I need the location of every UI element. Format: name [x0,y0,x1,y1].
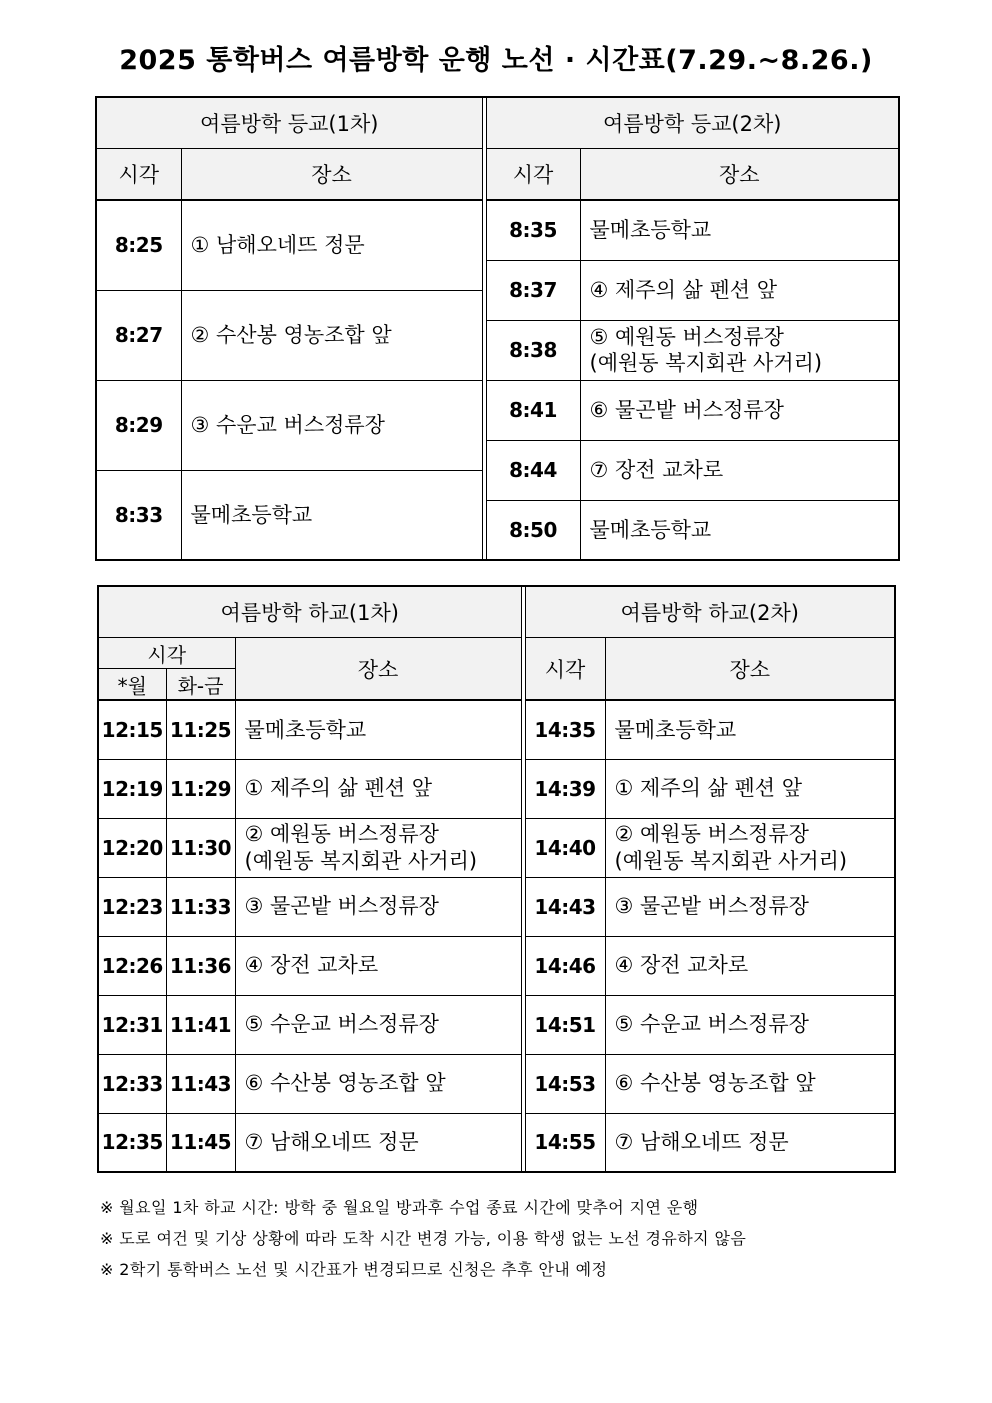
place-line: ② 예원동 버스정류장 [614,822,809,847]
departure-1-time-col: 시각 [98,638,235,669]
arrival-2-header: 여름방학 등교(2차) [486,97,899,149]
arrival-2-place-col: 장소 [580,149,899,201]
departure-2-header: 여름방학 하교(2차) [525,586,895,638]
arrival-2-time: 8:41 [486,380,580,440]
departure-1-mon-time: 12:26 [98,936,166,995]
arrival-1-time: 8:27 [96,290,181,380]
arrival-1-time: 8:25 [96,200,181,290]
departure-1-place: ① 제주의 삶 펜션 앞 [235,759,521,818]
arrival-2-time: 8:35 [486,200,580,260]
footnote: ※ 2학기 통학버스 노선 및 시간표가 변경되므로 신청은 추후 안내 예정 [100,1260,608,1279]
departure-1-place-col: 장소 [235,638,521,701]
departure-1-place: ⑥ 수산봉 영농조합 앞 [235,1054,521,1113]
arrival-schedule-table [95,96,900,561]
departure-1-tuefri-time: 11:45 [166,1113,235,1172]
departure-2-time: 14:55 [525,1113,605,1172]
arrival-1-header: 여름방학 등교(1차) [96,97,482,149]
departure-1-tuefri-time: 11:33 [166,877,235,936]
departure-1-mon-time: 12:31 [98,995,166,1054]
departure-2-place: ① 제주의 삶 펜션 앞 [605,759,895,818]
arrival-1-time-col: 시각 [96,149,181,201]
departure-2-time: 14:46 [525,936,605,995]
departure-2-place: ⑦ 남해오네뜨 정문 [605,1113,895,1172]
departure-2-place [605,818,895,877]
departure-1-place: ③ 물곤밭 버스정류장 [235,877,521,936]
departure-2-time: 14:53 [525,1054,605,1113]
departure-1-place: ④ 장전 교차로 [235,936,521,995]
page-title: 2025 통학버스 여름방학 운행 노선 · 시간표(7.29.~8.26.) [119,45,873,76]
departure-1-mon-time: 12:20 [98,818,166,877]
departure-1-place [235,818,521,877]
departure-1-tuefri-col: 화-금 [166,669,235,701]
departure-1-header: 여름방학 하교(1차) [98,586,521,638]
arrival-2-time: 8:44 [486,440,580,500]
arrival-1-place: ① 남해오네뜨 정문 [181,200,482,290]
departure-2-place-col: 장소 [605,638,895,701]
arrival-1-place-col: 장소 [181,149,482,201]
departure-1-mon-time: 12:35 [98,1113,166,1172]
departure-1-tuefri-time: 11:43 [166,1054,235,1113]
departure-1-tuefri-time: 11:29 [166,759,235,818]
footnote: ※ 월요일 1차 하교 시간: 방학 중 월요일 방과후 수업 종료 시간에 맞추어 지연 운행 [100,1198,699,1217]
departure-2-time: 14:39 [525,759,605,818]
place-line: ⑤ 예원동 버스정류장 [589,324,784,349]
place-line-sub: (예원동 복지회관 사거리) [589,351,823,375]
footnote: ※ 도로 여건 및 기상 상황에 따라 도착 시간 변경 가능, 이용 학생 없는 노선 경유하지 않음 [100,1229,747,1248]
departure-1-tuefri-time: 11:30 [166,818,235,877]
departure-schedule-table [97,585,896,1173]
departure-1-place: ⑦ 남해오네뜨 정문 [235,1113,521,1172]
departure-1-place: 물메초등학교 [235,700,521,759]
arrival-2-time: 8:50 [486,500,580,560]
departure-2-time: 14:40 [525,818,605,877]
departure-2-place: ③ 물곤밭 버스정류장 [605,877,895,936]
departure-1-tuefri-time: 11:41 [166,995,235,1054]
arrival-1-time: 8:33 [96,470,181,560]
departure-2-time: 14:43 [525,877,605,936]
arrival-2-time-col: 시각 [486,149,580,201]
departure-2-time-col: 시각 [525,638,605,701]
departure-1-mon-time: 12:15 [98,700,166,759]
place-line-sub: (예원동 복지회관 사거리) [244,848,478,873]
arrival-2-place: ④ 제주의 삶 펜션 앞 [580,260,899,320]
arrival-2-place: 물메초등학교 [580,200,899,260]
departure-2-time: 14:51 [525,995,605,1054]
departure-1-tuefri-time: 11:25 [166,700,235,759]
arrival-2-place [580,320,899,380]
arrival-2-time: 8:38 [486,320,580,380]
departure-2-place: 물메초등학교 [605,700,895,759]
departure-1-place: ⑤ 수운교 버스정류장 [235,995,521,1054]
departure-2-place: ⑥ 수산봉 영농조합 앞 [605,1054,895,1113]
departure-1-mon-time: 12:33 [98,1054,166,1113]
place-line: ② 예원동 버스정류장 [244,822,439,847]
arrival-2-time: 8:37 [486,260,580,320]
departure-2-time: 14:35 [525,700,605,759]
departure-1-mon-col: *월 [98,669,166,701]
arrival-2-place: ⑥ 물곤밭 버스정류장 [580,380,899,440]
arrival-1-place: 물메초등학교 [181,470,482,560]
footnotes [100,1192,746,1285]
departure-1-tuefri-time: 11:36 [166,936,235,995]
departure-1-mon-time: 12:19 [98,759,166,818]
departure-2-place: ④ 장전 교차로 [605,936,895,995]
departure-1-mon-time: 12:23 [98,877,166,936]
arrival-1-place: ② 수산봉 영농조합 앞 [181,290,482,380]
arrival-1-place: ③ 수운교 버스정류장 [181,380,482,470]
arrival-2-place: 물메초등학교 [580,500,899,560]
place-line-sub: (예원동 복지회관 사거리) [614,848,848,873]
arrival-1-time: 8:29 [96,380,181,470]
departure-2-place: ⑤ 수운교 버스정류장 [605,995,895,1054]
arrival-2-place: ⑦ 장전 교차로 [580,440,899,500]
